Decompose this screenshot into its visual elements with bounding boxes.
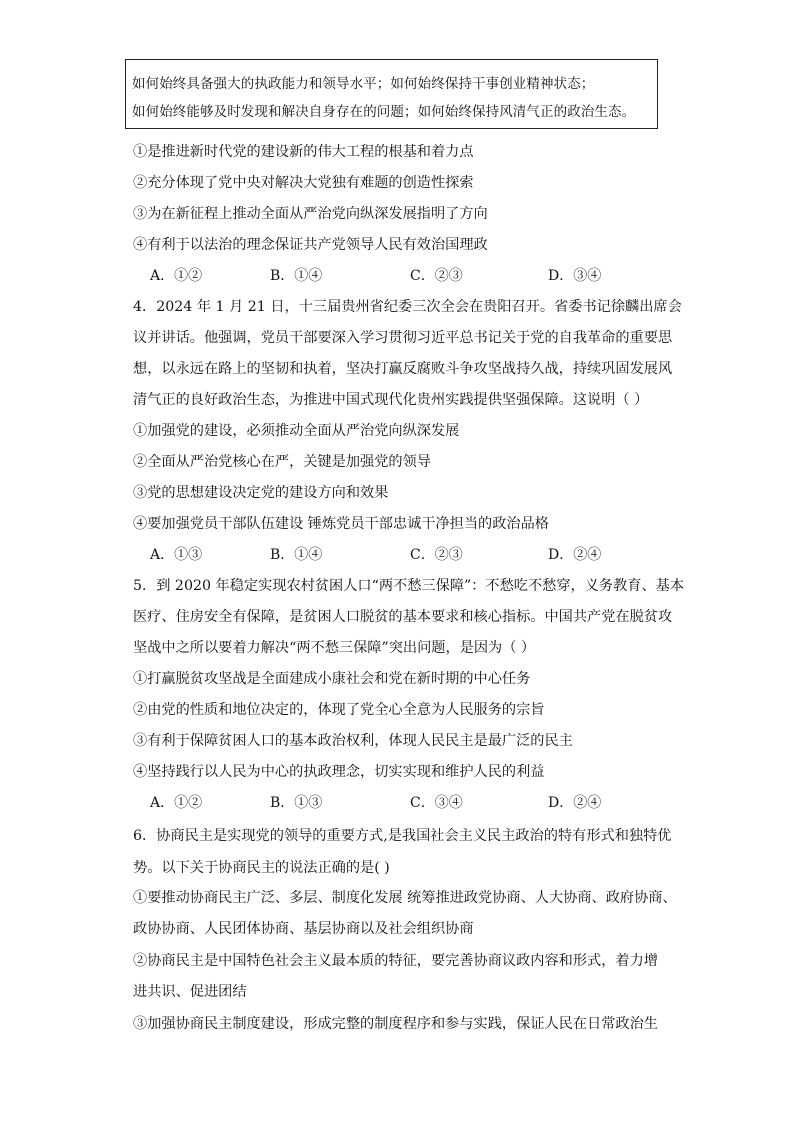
q5-stem-line-3: 坚战中之所以要着力解决“两不愁三保障”突出问题，是因为（ ） bbox=[133, 640, 536, 656]
q4-option-d[interactable]: D．②④ bbox=[548, 547, 602, 563]
q5-stem-line-1: 5．到 2020 年稳定实现农村贫困人口“两不愁三保障”：不愁吃不愁穿，义务教育、基本 bbox=[133, 578, 685, 594]
q5-stem-line-2: 医疗、住房安全有保障，是贫困人口脱贫的基本要求和核心指标。中国共产党在脱贫攻 bbox=[133, 609, 673, 625]
q6-statement-1-line-1: ①要推动协商民主广泛、多层、制度化发展 统筹推进政党协商、人大协商、政府协商、 bbox=[133, 890, 677, 906]
q6-statement-1-line-2: 政协协商、人民团体协商、基层协商以及社会组织协商 bbox=[133, 921, 474, 937]
q4-statement-3: ③党的思想建设决定党的建设方向和效果 bbox=[133, 485, 389, 501]
q6-statement-3-line-1: ③加强协商民主制度建设，形成完整的制度程序和参与实践，保证人民在日常政治生 bbox=[133, 1016, 658, 1032]
q5-option-d[interactable]: D．②④ bbox=[548, 795, 602, 811]
q3-statement-2: ②充分体现了党中央对解决大党独有难题的创造性探索 bbox=[133, 175, 474, 191]
q3-option-c[interactable]: C．②③ bbox=[410, 268, 463, 284]
q5-statement-1: ①打赢脱贫攻坚战是全面建成小康社会和党在新时期的中心任务 bbox=[133, 671, 531, 687]
q4-statement-2: ②全面从严治党核心在严，关键是加强党的领导 bbox=[133, 454, 431, 470]
quote-line-2: 如何始终能够及时发现和解决自身存在的问题；如何始终保持风清气正的政治生态。 bbox=[132, 104, 636, 120]
q6-stem-line-1: 6．协商民主是实现党的领导的重要方式,是我国社会主义民主政治的特有形式和独特优 bbox=[133, 828, 672, 844]
q6-statement-2-line-2: 进共识、促进团结 bbox=[133, 984, 247, 1000]
q5-option-a[interactable]: A．①② bbox=[150, 795, 203, 811]
q4-statement-4: ④要加强党员干部队伍建设 锤炼党员干部忠诚干净担当的政治品格 bbox=[133, 516, 549, 532]
q5-statement-3: ③有利于保障贫困人口的基本政治权利，体现人民民主是最广泛的民主 bbox=[133, 733, 573, 749]
quote-line-1: 如何始终具备强大的执政能力和领导水平；如何始终保持干事创业精神状态； bbox=[132, 76, 595, 92]
q4-stem-line-1: 4．2024 年 1 月 21 日，十三届贵州省纪委三次全会在贵阳召开。省委书记徐麟出席会 bbox=[133, 299, 682, 315]
q4-statement-1: ①加强党的建设，必须推动全面从严治党向纵深发展 bbox=[133, 423, 460, 439]
q5-statement-4: ④坚持践行以人民为中心的执政理念，切实实现和维护人民的利益 bbox=[133, 764, 545, 780]
q4-option-a[interactable]: A．①③ bbox=[150, 547, 203, 563]
quote-box bbox=[125, 59, 658, 129]
q3-statement-1: ①是推进新时代党的建设新的伟大工程的根基和着力点 bbox=[133, 144, 474, 160]
q4-stem-line-4: 清气正的良好政治生态，为推进中国式现代化贵州实践提供坚强保障。这说明（ ） bbox=[133, 392, 649, 408]
q6-statement-2-line-1: ②协商民主是中国特色社会主义最本质的特征，要完善协商议政内容和形式，着力增 bbox=[133, 953, 658, 969]
q4-stem-line-2: 议并讲话。他强调，党员干部要深入学习贯彻习近平总书记关于党的自我革命的重要思 bbox=[133, 330, 673, 346]
q3-option-a[interactable]: A．①② bbox=[150, 268, 203, 284]
q4-option-c[interactable]: C．②③ bbox=[410, 547, 463, 563]
q3-option-b[interactable]: B．①④ bbox=[270, 268, 323, 284]
q3-statement-3: ③为在新征程上推动全面从严治党向纵深发展指明了方向 bbox=[133, 206, 488, 222]
q3-option-d[interactable]: D．③④ bbox=[548, 268, 602, 284]
q5-statement-2: ②由党的性质和地位决定的，体现了党全心全意为人民服务的宗旨 bbox=[133, 702, 545, 718]
q5-option-c[interactable]: C．③④ bbox=[410, 795, 463, 811]
q5-option-b[interactable]: B．①③ bbox=[270, 795, 323, 811]
q4-option-b[interactable]: B．①④ bbox=[270, 547, 323, 563]
q3-statement-4: ④有利于以法治的理念保证共产党领导人民有效治国理政 bbox=[133, 237, 488, 253]
q4-stem-line-3: 想，以永远在路上的坚韧和执着，坚决打赢反腐败斗争攻坚战持久战，持续巩固发展风 bbox=[133, 361, 673, 377]
q6-stem-line-2: 势。以下关于协商民主的说法正确的是( ) bbox=[133, 860, 390, 876]
